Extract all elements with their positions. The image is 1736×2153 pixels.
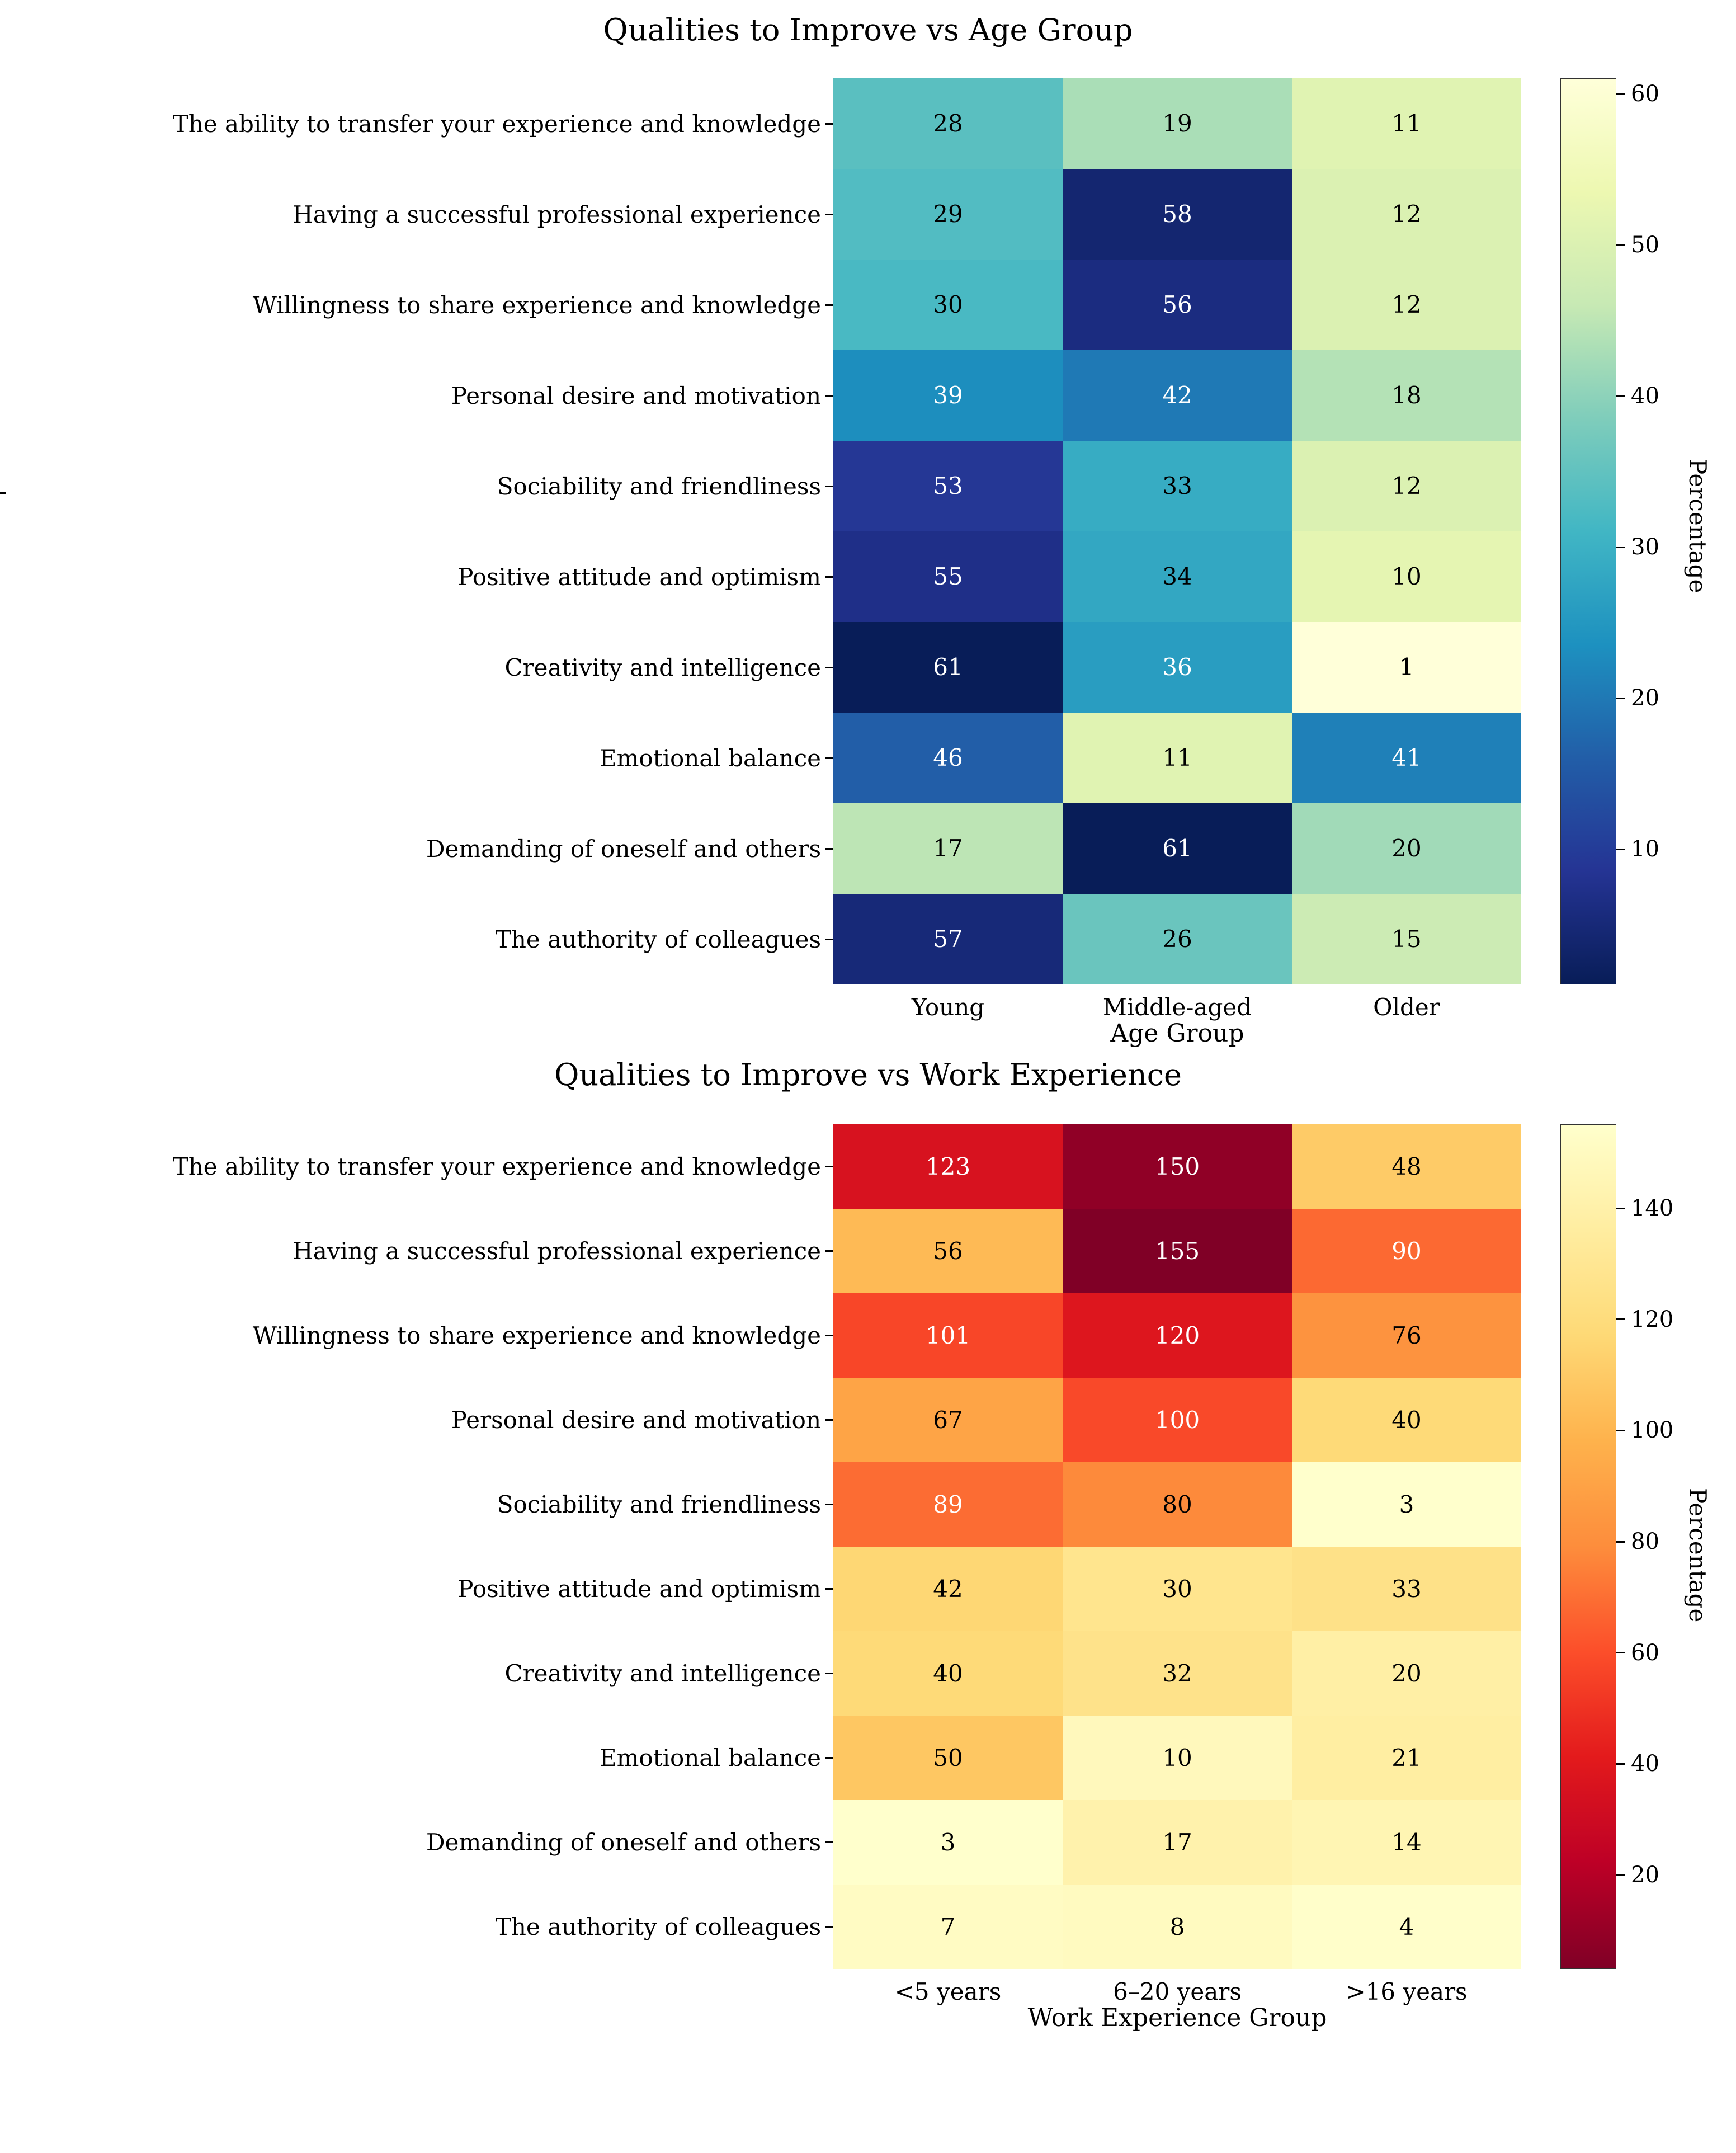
heatmap-cell: 19 xyxy=(1063,78,1292,169)
colorbar-tick xyxy=(1616,1862,1659,1888)
row-label: Demanding of oneself and others xyxy=(34,1800,833,1885)
colorbar-tick-mark xyxy=(1616,1652,1625,1653)
heatmap-cell: 11 xyxy=(1292,78,1521,169)
colorbar-tick-mark xyxy=(1616,1430,1625,1431)
row-tick-mark xyxy=(825,1673,833,1674)
row-label-list-age xyxy=(34,78,833,984)
row-label: Emotional balance xyxy=(34,713,833,803)
colorbar-tick xyxy=(1616,232,1659,258)
row-label: Having a successful professional experience xyxy=(34,1209,833,1293)
heatmap-cell: 40 xyxy=(833,1631,1063,1716)
colorbar-tick-label: 60 xyxy=(1631,81,1659,107)
row-label: The ability to transfer your experience and knowledge xyxy=(34,1124,833,1209)
colorbar-tick-mark xyxy=(1616,1208,1625,1209)
colorbar-tick-mark xyxy=(1616,1874,1625,1876)
heatmap-cell: 20 xyxy=(1292,803,1521,894)
colorbar-ticks-age xyxy=(1616,78,1728,984)
colorbar-tick xyxy=(1616,1195,1673,1221)
heatmap-cell: 12 xyxy=(1292,260,1521,350)
heatmap-grid-work xyxy=(833,1124,1521,1969)
heatmap-cell: 18 xyxy=(1292,350,1521,441)
heatmap-cell: 26 xyxy=(1063,894,1292,984)
heatmap-cell: 101 xyxy=(833,1293,1063,1378)
colorbar-tick-label: 20 xyxy=(1631,1862,1659,1888)
row-label: The authority of colleagues xyxy=(34,1885,833,1969)
colorbar-tick xyxy=(1616,81,1659,107)
colorbar-tick-label: 40 xyxy=(1631,383,1659,409)
heatmap-cell: 32 xyxy=(1063,1631,1292,1716)
heatmap-cell: 150 xyxy=(1063,1124,1292,1209)
row-label-list-work xyxy=(34,1124,833,1969)
heatmap-cell: 39 xyxy=(833,350,1063,441)
heatmap-cell: 56 xyxy=(833,1209,1063,1293)
heatmap-cell: 14 xyxy=(1292,1800,1521,1885)
heatmap-cell: 89 xyxy=(833,1462,1063,1547)
colorbar-tick-label: 40 xyxy=(1631,1751,1659,1777)
row-tick-mark xyxy=(825,1757,833,1759)
colorbar-tick xyxy=(1616,836,1659,862)
heatmap-age-group xyxy=(0,0,1736,1063)
heatmap-cell: 50 xyxy=(833,1716,1063,1800)
colorbar-tick xyxy=(1616,1307,1673,1332)
heatmap-cell: 55 xyxy=(833,531,1063,622)
colorbar-tick-mark xyxy=(1616,1763,1625,1765)
row-tick-mark xyxy=(825,576,833,578)
column-label: >16 years xyxy=(1346,1978,1468,2005)
heatmap-cell: 42 xyxy=(833,1547,1063,1631)
colorbar-tick-label: 60 xyxy=(1631,1640,1659,1666)
colorbar-work xyxy=(1560,1124,1616,1969)
heatmap-cell: 1 xyxy=(1292,622,1521,713)
heatmap-cell: 41 xyxy=(1292,713,1521,803)
heatmap-cell: 29 xyxy=(833,169,1063,260)
row-label: Emotional balance xyxy=(34,1716,833,1800)
heatmap-cell: 46 xyxy=(833,713,1063,803)
heatmap-cell: 3 xyxy=(833,1800,1063,1885)
colorbar-tick-mark xyxy=(1616,244,1625,246)
column-label: <5 years xyxy=(894,1978,1002,2005)
row-label: Positive attitude and optimism xyxy=(34,531,833,622)
left-edge-mark xyxy=(0,492,6,494)
colorbar-tick xyxy=(1616,383,1659,409)
row-tick-mark xyxy=(825,1166,833,1167)
row-label: Creativity and intelligence xyxy=(34,622,833,713)
heatmap-cell: 30 xyxy=(1063,1547,1292,1631)
column-label: Older xyxy=(1373,993,1440,1021)
row-tick-mark xyxy=(825,667,833,668)
heatmap-cell: 33 xyxy=(1063,441,1292,531)
heatmap-cell: 53 xyxy=(833,441,1063,531)
row-label: Sociability and friendliness xyxy=(34,1462,833,1547)
row-tick-mark xyxy=(825,1419,833,1421)
heatmap-cell: 30 xyxy=(833,260,1063,350)
colorbar-tick-label: 30 xyxy=(1631,534,1659,560)
colorbar-tick-mark xyxy=(1616,395,1625,397)
column-label: Young xyxy=(911,993,985,1021)
colorbar-tick-mark xyxy=(1616,1318,1625,1320)
heatmap-cell: 10 xyxy=(1292,531,1521,622)
col-label-list-age xyxy=(833,986,1521,1019)
heatmap-cell: 90 xyxy=(1292,1209,1521,1293)
heatmap-cell: 28 xyxy=(833,78,1063,169)
row-tick-mark xyxy=(825,939,833,940)
heatmap-cell: 17 xyxy=(1063,1800,1292,1885)
row-label: Creativity and intelligence xyxy=(34,1631,833,1716)
colorbar-label-work: Percentage xyxy=(1684,1488,1711,1623)
row-tick-mark xyxy=(825,1588,833,1590)
row-tick-mark xyxy=(825,1335,833,1336)
row-label: Willingness to share experience and knowledge xyxy=(34,1293,833,1378)
colorbar-tick xyxy=(1616,534,1659,560)
heatmap-cell: 61 xyxy=(1063,803,1292,894)
row-tick-mark xyxy=(825,848,833,850)
colorbar-ticks-work xyxy=(1616,1124,1728,1969)
heatmap-cell: 15 xyxy=(1292,894,1521,984)
x-axis-title-work: Work Experience Group xyxy=(1027,2004,1327,2032)
column-label: 6–20 years xyxy=(1113,1978,1242,2005)
heatmap-cell: 48 xyxy=(1292,1124,1521,1209)
colorbar-tick-label: 80 xyxy=(1631,1529,1659,1555)
colorbar-tick-label: 120 xyxy=(1631,1306,1674,1332)
row-label: The authority of colleagues xyxy=(34,894,833,984)
heatmap-cell: 11 xyxy=(1063,713,1292,803)
colorbar-tick-mark xyxy=(1616,849,1625,850)
heatmap-cell: 36 xyxy=(1063,622,1292,713)
row-tick-mark xyxy=(825,1926,833,1928)
x-axis-title-age: Age Group xyxy=(1110,1019,1244,1048)
heatmap-cell: 123 xyxy=(833,1124,1063,1209)
heatmap-cell: 4 xyxy=(1292,1885,1521,1969)
colorbar-age xyxy=(1560,78,1616,984)
heatmap-cell: 42 xyxy=(1063,350,1292,441)
row-label: Personal desire and motivation xyxy=(34,350,833,441)
row-tick-mark xyxy=(825,1841,833,1843)
row-label: The ability to transfer your experience and knowledge xyxy=(34,78,833,169)
row-label: Sociability and friendliness xyxy=(34,441,833,531)
row-label: Personal desire and motivation xyxy=(34,1378,833,1462)
colorbar-tick xyxy=(1616,1417,1673,1443)
colorbar-tick-label: 50 xyxy=(1631,232,1659,258)
row-label: Having a successful professional experience xyxy=(34,169,833,260)
colorbar-tick-label: 100 xyxy=(1631,1417,1674,1444)
colorbar-tick-mark xyxy=(1616,547,1625,548)
row-label: Willingness to share experience and knowledge xyxy=(34,260,833,350)
heatmap-cell: 40 xyxy=(1292,1378,1521,1462)
heatmap-cell: 80 xyxy=(1063,1462,1292,1547)
heatmap-cell: 34 xyxy=(1063,531,1292,622)
colorbar-tick xyxy=(1616,1640,1659,1666)
row-tick-mark xyxy=(825,304,833,306)
col-label-list-work xyxy=(833,1970,1521,2004)
row-tick-mark xyxy=(825,214,833,215)
heatmap-cell: 7 xyxy=(833,1885,1063,1969)
colorbar-tick-label: 140 xyxy=(1631,1195,1674,1221)
colorbar-tick xyxy=(1616,685,1659,711)
column-label: Middle-aged xyxy=(1102,993,1252,1021)
heatmap-cell: 100 xyxy=(1063,1378,1292,1462)
row-label: Demanding of oneself and others xyxy=(34,803,833,894)
colorbar-tick xyxy=(1616,1529,1659,1554)
heatmap-cell: 61 xyxy=(833,622,1063,713)
heatmap-grid-age xyxy=(833,78,1521,984)
colorbar-tick xyxy=(1616,1751,1659,1777)
heatmap-work-experience xyxy=(0,1052,1736,2153)
heatmap-cell: 3 xyxy=(1292,1462,1521,1547)
heatmap-cell: 21 xyxy=(1292,1716,1521,1800)
colorbar-tick-mark xyxy=(1616,698,1625,699)
chart-title-age: Qualities to Improve vs Age Group xyxy=(603,12,1133,48)
row-tick-mark xyxy=(825,395,833,397)
heatmap-cell: 67 xyxy=(833,1378,1063,1462)
heatmap-cell: 56 xyxy=(1063,260,1292,350)
heatmap-cell: 17 xyxy=(833,803,1063,894)
colorbar-tick-label: 10 xyxy=(1631,836,1659,862)
chart-title-work: Qualities to Improve vs Work Experience xyxy=(554,1057,1182,1092)
colorbar-tick-label: 20 xyxy=(1631,685,1659,711)
heatmap-cell: 33 xyxy=(1292,1547,1521,1631)
heatmap-cell: 58 xyxy=(1063,169,1292,260)
heatmap-cell: 57 xyxy=(833,894,1063,984)
heatmap-cell: 12 xyxy=(1292,169,1521,260)
heatmap-cell: 8 xyxy=(1063,1885,1292,1969)
row-tick-mark xyxy=(825,1504,833,1505)
row-tick-mark xyxy=(825,757,833,759)
colorbar-tick-mark xyxy=(1616,93,1625,95)
heatmap-cell: 10 xyxy=(1063,1716,1292,1800)
heatmap-cell: 155 xyxy=(1063,1209,1292,1293)
row-tick-mark xyxy=(825,1250,833,1252)
colorbar-label-age: Percentage xyxy=(1684,459,1711,593)
heatmap-cell: 20 xyxy=(1292,1631,1521,1716)
row-tick-mark xyxy=(825,123,833,125)
row-label: Positive attitude and optimism xyxy=(34,1547,833,1631)
heatmap-cell: 120 xyxy=(1063,1293,1292,1378)
colorbar-tick-mark xyxy=(1616,1541,1625,1543)
row-tick-mark xyxy=(825,486,833,487)
heatmap-cell: 76 xyxy=(1292,1293,1521,1378)
heatmap-cell: 12 xyxy=(1292,441,1521,531)
